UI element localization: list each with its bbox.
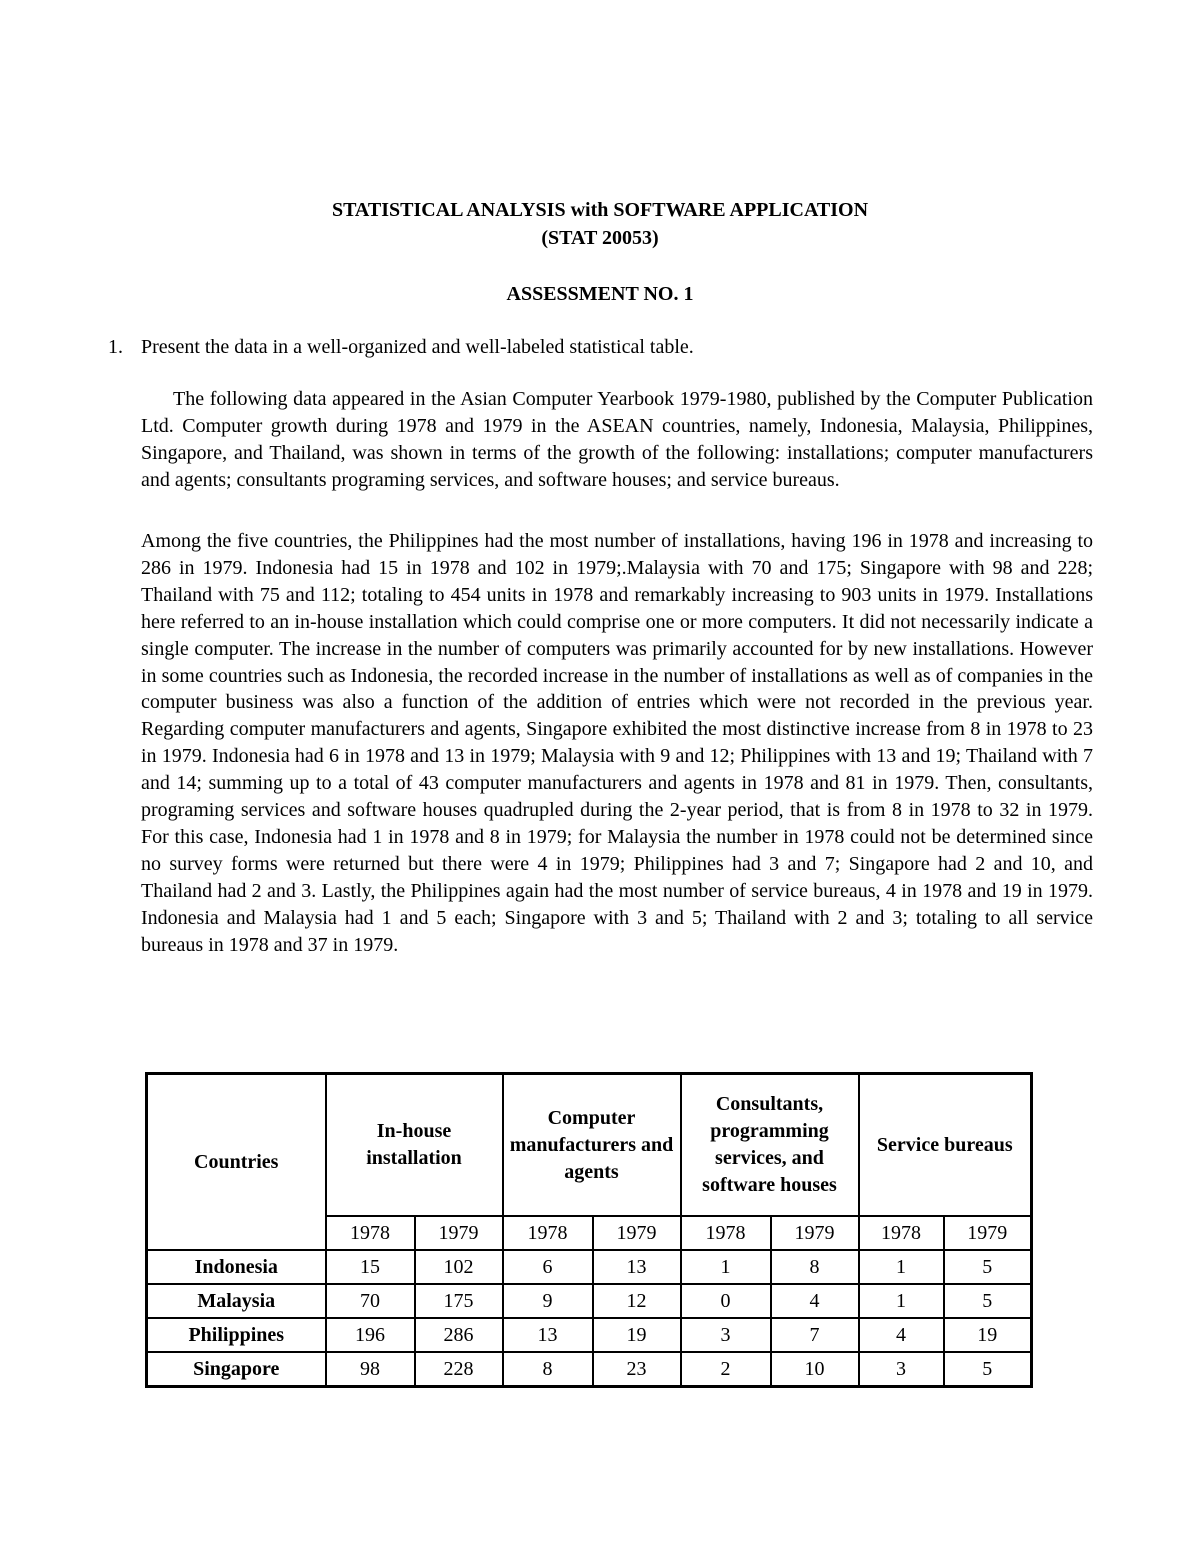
table-cell: 196 bbox=[326, 1318, 415, 1352]
group-header-consultants: Consultants, programming services, and software houses bbox=[681, 1074, 859, 1217]
year-header: 1979 bbox=[593, 1216, 681, 1250]
table-cell: 286 bbox=[415, 1318, 503, 1352]
year-header: 1978 bbox=[503, 1216, 593, 1250]
year-header: 1979 bbox=[415, 1216, 503, 1250]
table-cell: 7 bbox=[771, 1318, 859, 1352]
table-cell: 5 bbox=[944, 1284, 1032, 1318]
table-cell: 1 bbox=[859, 1250, 944, 1284]
table-cell: 3 bbox=[681, 1318, 771, 1352]
table-cell: 9 bbox=[503, 1284, 593, 1318]
table-row bbox=[147, 1284, 1032, 1318]
table-cell: 8 bbox=[503, 1352, 593, 1387]
table-cell: 3 bbox=[859, 1352, 944, 1387]
table-cell: 23 bbox=[593, 1352, 681, 1387]
country-name: Malaysia bbox=[147, 1284, 326, 1318]
group-header-manufacturers: Computer manufacturers and agents bbox=[503, 1074, 681, 1217]
table-cell: 1 bbox=[681, 1250, 771, 1284]
year-header: 1978 bbox=[859, 1216, 944, 1250]
group-header-service-bureaus: Service bureaus bbox=[859, 1074, 1032, 1217]
table-cell: 0 bbox=[681, 1284, 771, 1318]
table-cell: 12 bbox=[593, 1284, 681, 1318]
table-cell: 13 bbox=[593, 1250, 681, 1284]
table-row bbox=[147, 1352, 1032, 1387]
table-cell: 19 bbox=[944, 1318, 1032, 1352]
data-paragraph: Among the five countries, the Philippines had the most number of installations, having 196 in 1978 and increasing to 286 in 1979. Indonesia had 15 in 1978 and 102 in 1979;.Malaysia with 70 and 175; Singapore with 98 and 228; Thailand with 75 and 112; totaling to 454 units in 1978 and remarkably increasing to 903 units in 1979. Installations here referred to an in-house installation which could comprise one or more computers. It did not necessarily indicate a single computer. The increase in the number of computers was primarily accounted for by new installations. However in some countries such as Indonesia, the recorded increase in the number of installations as well as of companies in the computer business was also a function of the addition of entries which were not recorded in the previous year. Regarding computer manufacturers and agents, Singapore exhibited the most distinctive increase from 8 in 1978 to 23 in 1979. Indonesia had 6 in 1978 and 13 in 1979; Malaysia with 9 and 12; Philippines with 13 and 19; Thailand with 7 and 14; summing up to a total of 43 computer manufacturers and agents in 1978 and 81 in 1979. Then, consultants, programing services and software houses quadrupled during the 2-year period, that is from 8 in 1978 to 32 in 1979. For this case, Indonesia had 1 in 1978 and 8 in 1979; for Malaysia the number in 1978 could not be determined since no survey forms were returned but there were 4 in 1979; Philippines had 3 and 7; Singapore had 2 and 10, and Thailand had 2 and 3. Lastly, the Philippines again had the most number of service bureaus, 4 in 1978 and 19 in 1979. Indonesia and Malaysia had 1 and 5 each; Singapore with 3 and 5; Thailand with 2 and 3; totaling to all service bureaus in 1978 and 37 in 1979. bbox=[141, 530, 1093, 956]
table-cell: 70 bbox=[326, 1284, 415, 1318]
instruction-item bbox=[108, 334, 694, 360]
year-header: 1978 bbox=[326, 1216, 415, 1250]
table-cell: 19 bbox=[593, 1318, 681, 1352]
country-name: Singapore bbox=[147, 1352, 326, 1387]
course-title: STATISTICAL ANALYSIS with SOFTWARE APPLICATION bbox=[331, 199, 869, 221]
table-cell: 15 bbox=[326, 1250, 415, 1284]
table-row bbox=[147, 1250, 1032, 1284]
table-cell: 8 bbox=[771, 1250, 859, 1284]
group-header-installation: In-house installation bbox=[326, 1074, 503, 1217]
table-cell: 102 bbox=[415, 1250, 503, 1284]
table-cell: 228 bbox=[415, 1352, 503, 1387]
assessment-title: ASSESSMENT NO. 1 bbox=[506, 283, 694, 305]
intro-paragraph: The following data appeared in the Asian Computer Yearbook 1979-1980, published by the Computer Publication Ltd. Computer growth during 1978 and 1979 in the ASEAN countries, namely, Indonesia, Malaysia, Philippines, Singapore, and Thailand, was shown in terms of the growth of the following: installations; computer manufacturers and agents; consultants programing services, and software houses; and service bureaus. bbox=[141, 388, 1093, 491]
instruction-number: 1. bbox=[108, 336, 123, 358]
year-header: 1979 bbox=[944, 1216, 1032, 1250]
table-cell: 2 bbox=[681, 1352, 771, 1387]
year-header: 1978 bbox=[681, 1216, 771, 1250]
table-cell: 175 bbox=[415, 1284, 503, 1318]
group-header-row bbox=[147, 1074, 1032, 1217]
table-cell: 6 bbox=[503, 1250, 593, 1284]
table-cell: 1 bbox=[859, 1284, 944, 1318]
course-code: (STAT 20053) bbox=[541, 227, 659, 249]
table-row bbox=[147, 1318, 1032, 1352]
country-name: Philippines bbox=[147, 1318, 326, 1352]
year-header: 1979 bbox=[771, 1216, 859, 1250]
table-cell: 5 bbox=[944, 1352, 1032, 1387]
table-cell: 5 bbox=[944, 1250, 1032, 1284]
table-cell: 98 bbox=[326, 1352, 415, 1387]
table-cell: 4 bbox=[859, 1318, 944, 1352]
country-name: Indonesia bbox=[147, 1250, 326, 1284]
table-cell: 10 bbox=[771, 1352, 859, 1387]
instruction-text: Present the data in a well-organized and well-labeled statistical table. bbox=[141, 336, 694, 358]
table-cell: 4 bbox=[771, 1284, 859, 1318]
countries-header: Countries bbox=[147, 1074, 326, 1251]
table-cell: 13 bbox=[503, 1318, 593, 1352]
statistical-table bbox=[145, 1072, 1033, 1388]
